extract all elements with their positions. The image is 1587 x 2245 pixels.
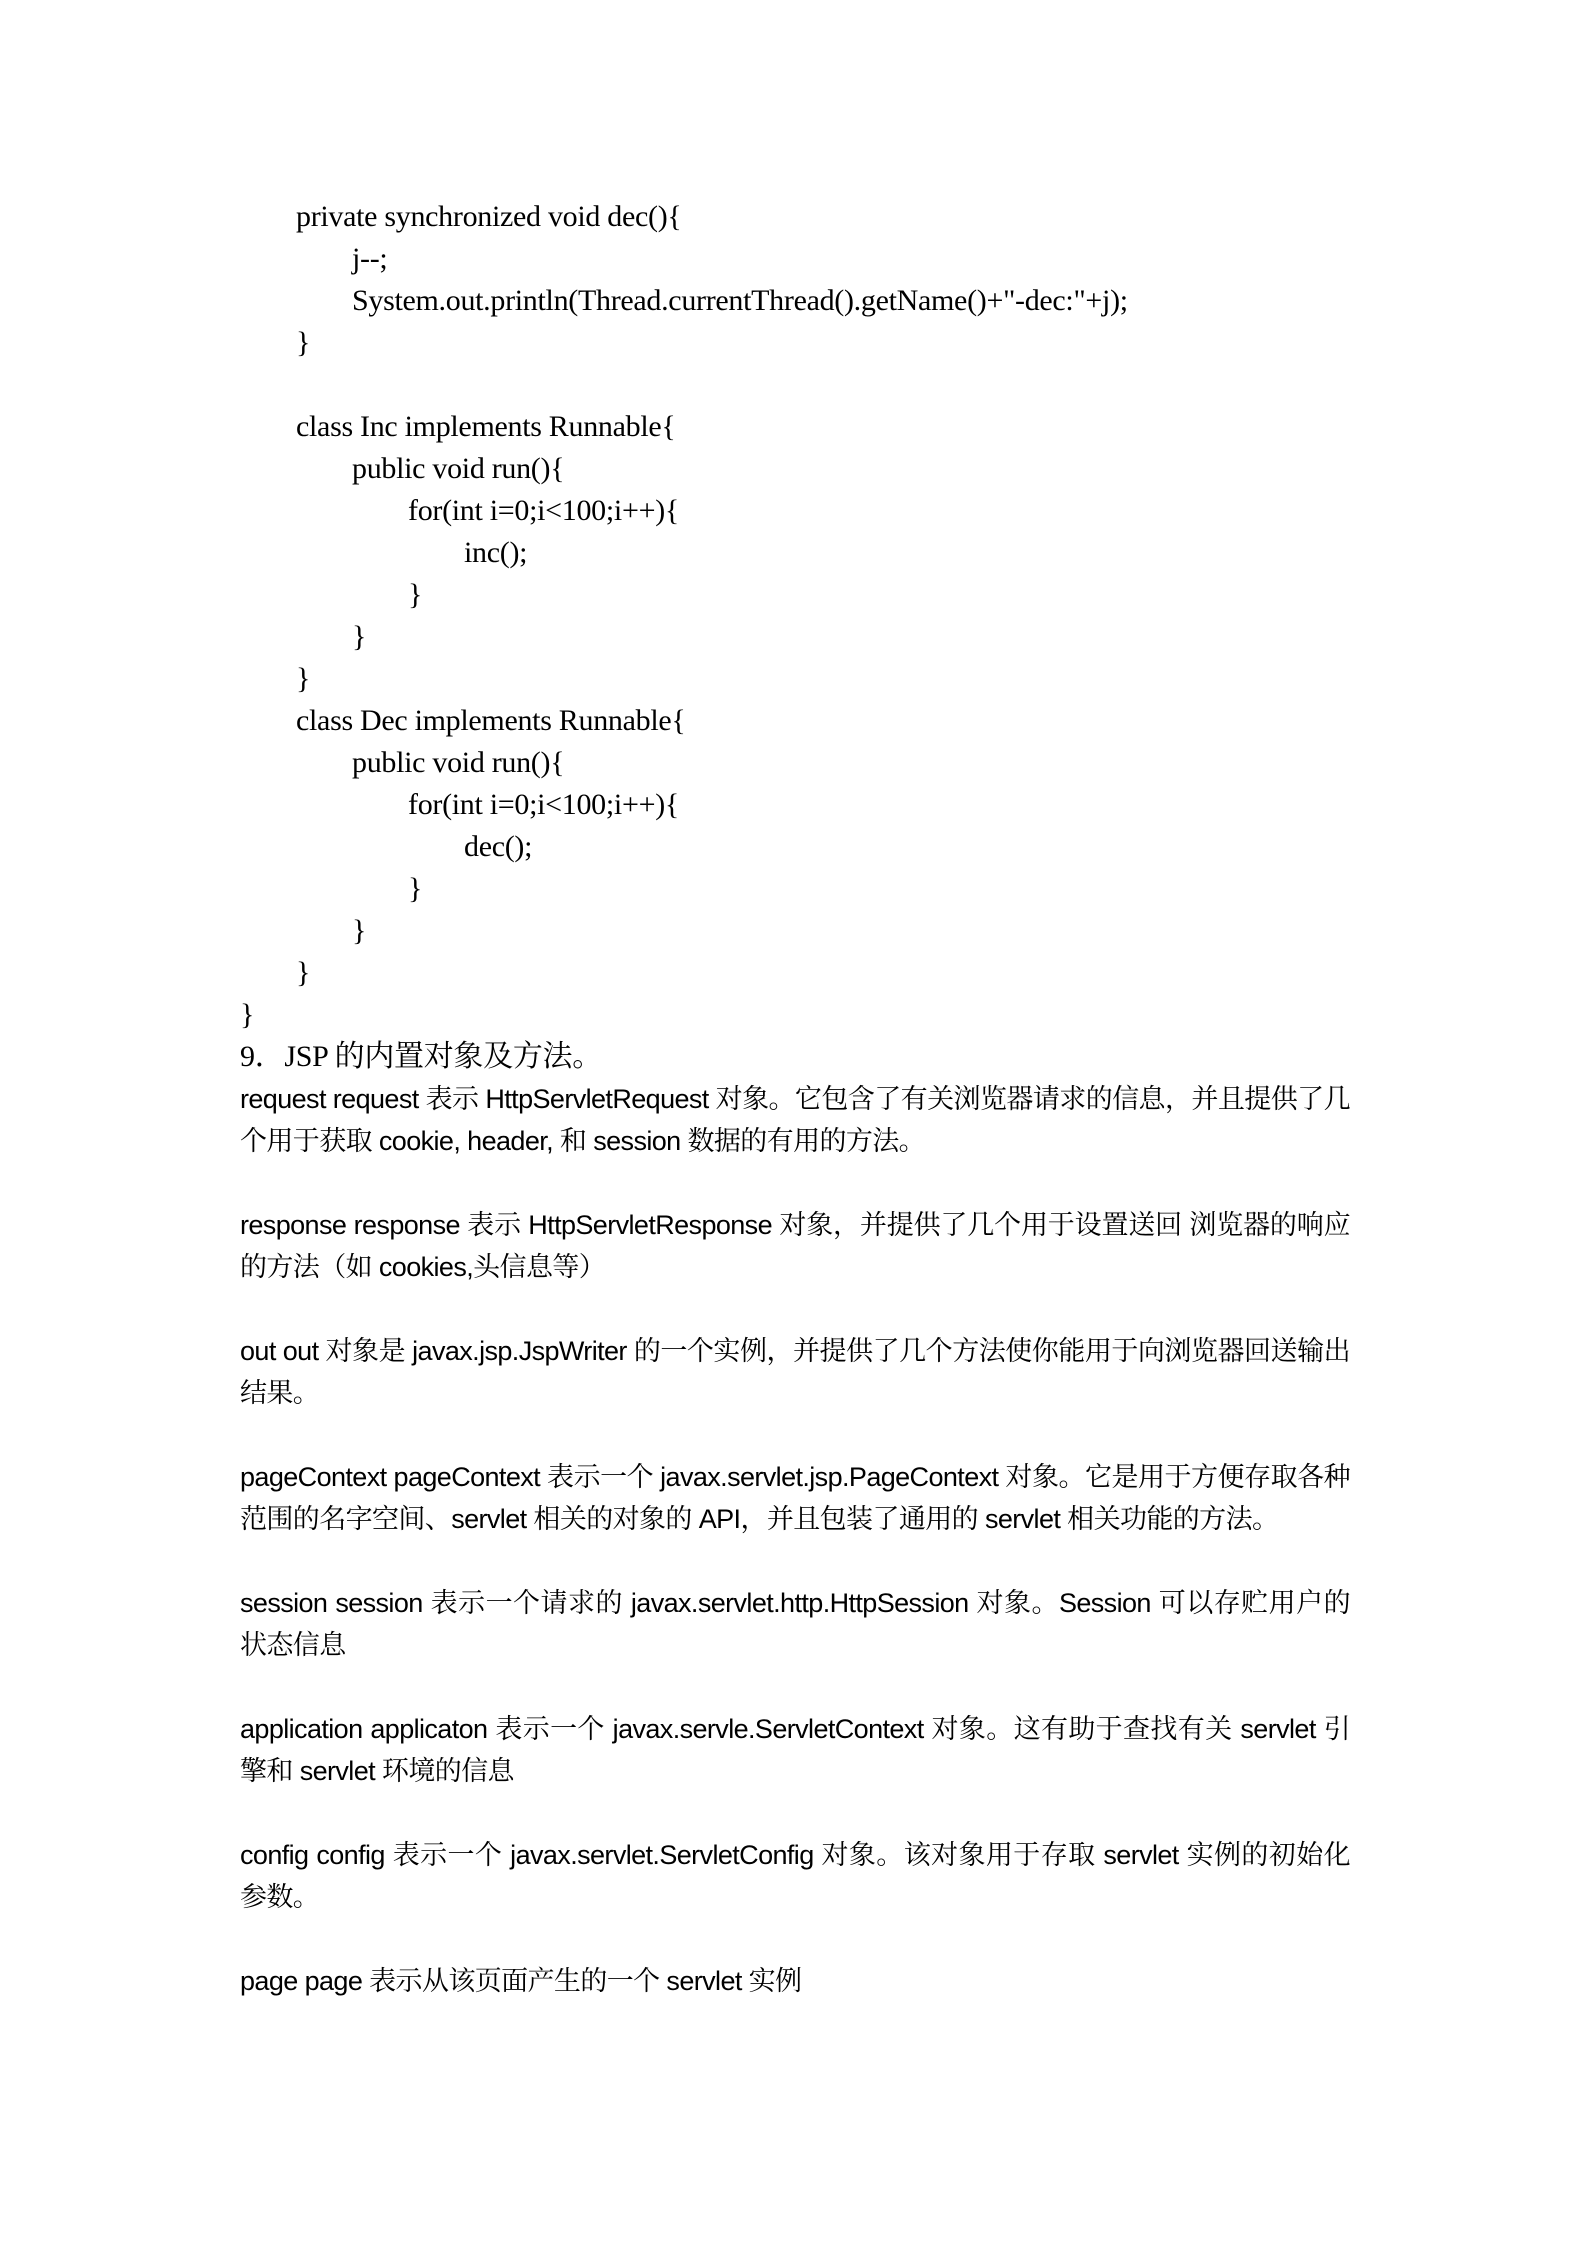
paragraph-config: config config 表示一个 javax.servlet.ServletConfig 对象。该对象用于存取 servlet 实例的初始化参数。: [240, 1840, 1350, 1912]
code-line: System.out.println(Thread.currentThread().getName()+"-dec:"+j);: [352, 284, 1128, 317]
paragraph-page: page page 表示从该页面产生的一个 servlet 实例: [240, 1966, 802, 1996]
code-line: class Inc implements Runnable{: [296, 410, 676, 443]
paragraph-out: out out 对象是 javax.jsp.JspWriter 的一个实例，并提供了几个方法使你能用于向浏览器回送输出结果。: [240, 1336, 1350, 1408]
code-line: }: [296, 956, 311, 989]
code-line: j--;: [352, 242, 388, 275]
paragraph-response: response response 表示 HttpServletResponse 对象，并提供了几个用于设置送回 浏览器的响应的方法（如 cookies,头信息等）: [240, 1210, 1350, 1282]
code-line: for(int i=0;i<100;i++){: [408, 788, 679, 821]
code-line: }: [352, 620, 367, 653]
paragraph-application: application applicaton 表示一个 javax.servle.ServletContext 对象。这有助于查找有关 servlet 引擎和 servlet 环境的信息: [240, 1714, 1350, 1786]
paragraph-pagecontext: pageContext pageContext 表示一个 javax.servlet.jsp.PageContext 对象。它是用于方便存取各种范围的名字空间、servlet 相关的对象的 API，并且包装了通用的 servlet 相关功能的方法。: [240, 1462, 1350, 1534]
section-body: [240, 1078, 1350, 2002]
code-line: }: [240, 998, 255, 1031]
code-line: class Dec implements Runnable{: [296, 704, 686, 737]
code-line: public void run(){: [352, 452, 565, 485]
paragraph-session: session session 表示一个请求的 javax.servlet.http.HttpSession 对象。Session 可以存贮用户的状态信息: [240, 1588, 1350, 1660]
code-line: }: [296, 326, 311, 359]
document-body: [240, 196, 1350, 2044]
code-line: private synchronized void dec(){: [296, 200, 682, 233]
code-line: public void run(){: [352, 746, 565, 779]
code-line: }: [408, 578, 423, 611]
code-line: }: [352, 914, 367, 947]
code-line-blank: [240, 364, 1350, 406]
paragraph-request: request request 表示 HttpServletRequest 对象。它包含了有关浏览器请求的信息，并且提供了几个用于获取 cookie, header, 和 session 数据的有用的方法。: [240, 1084, 1350, 1156]
code-line: }: [296, 662, 311, 695]
code-line: }: [408, 872, 423, 905]
code-line: dec();: [464, 830, 533, 863]
code-line: for(int i=0;i<100;i++){: [408, 494, 679, 527]
code-line: inc();: [464, 536, 528, 569]
section-heading: 9．JSP 的内置对象及方法。: [240, 1040, 602, 1073]
